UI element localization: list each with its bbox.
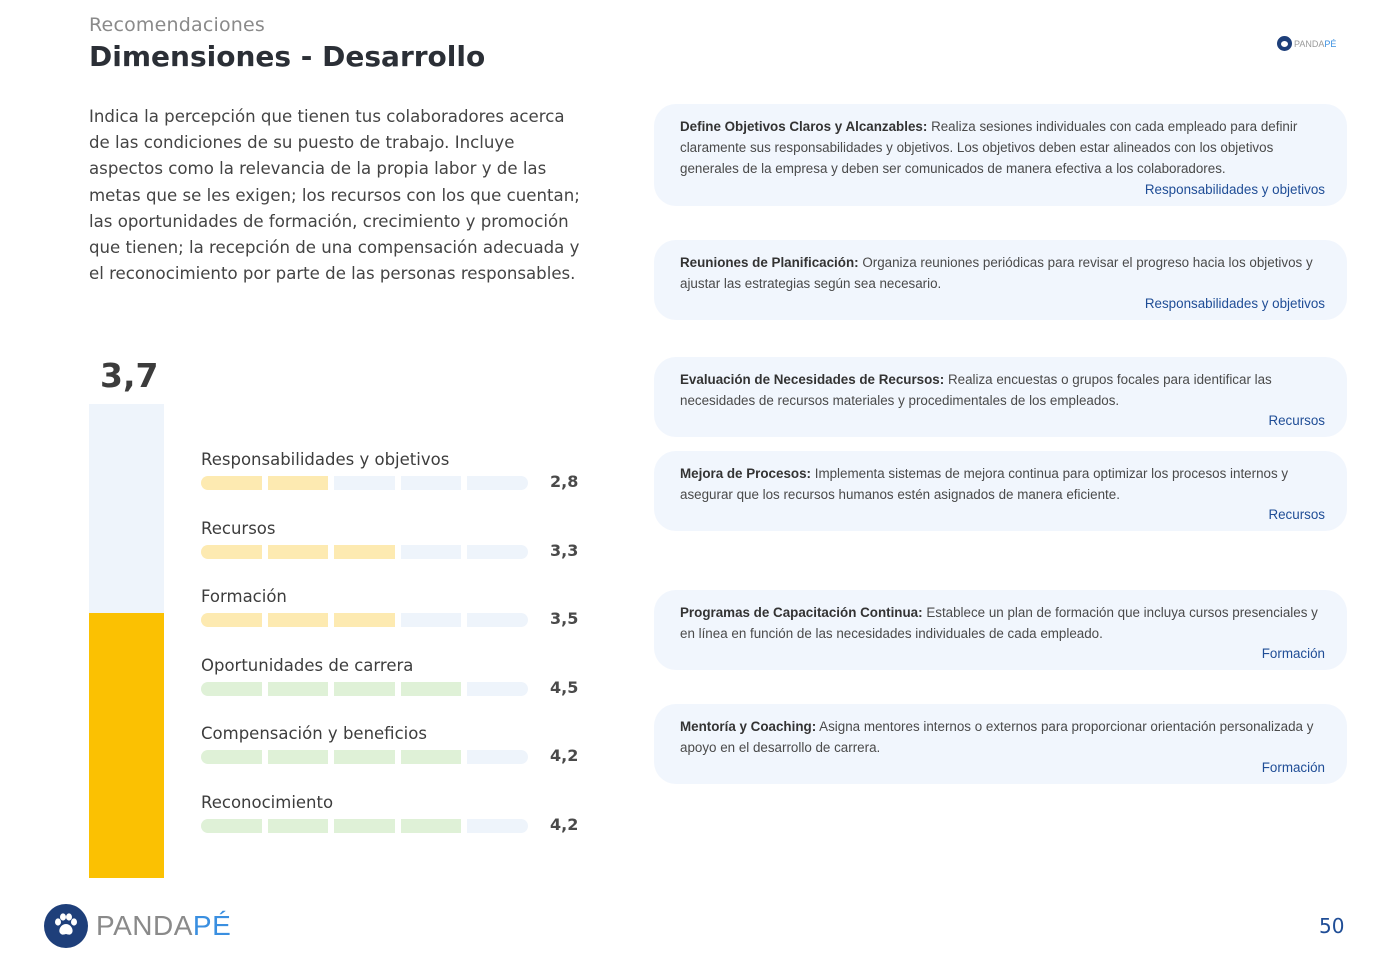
footer-logo: [44, 904, 231, 948]
recommendation-text: Programas de Capacitación Continua: Establece un plan de formación que incluya cursos presenciales y en línea en función de las necesidades individuales de cada empleado.: [680, 605, 1318, 642]
dimension-row: [201, 585, 591, 654]
recommendation-card: [654, 451, 1347, 531]
bar-segment-empty: [467, 750, 528, 764]
dimension-label: Recursos: [201, 518, 276, 538]
dimension-value: 4,5: [550, 677, 579, 697]
dimension-value: 4,2: [550, 746, 579, 766]
bar-segment-filled: [201, 682, 262, 696]
bar-segment-filled: [268, 476, 329, 490]
recommendation-tag[interactable]: Responsabilidades y objetivos: [1144, 181, 1325, 197]
bar-segment-empty: [467, 545, 528, 559]
bar-segment-empty: [401, 476, 462, 490]
page-number: 50: [1319, 914, 1345, 938]
dimension-label: Reconocimiento: [201, 792, 334, 812]
recommendation-tag[interactable]: Formación: [1261, 646, 1325, 662]
recommendation-text: Mejora de Procesos: Implementa sistemas de mejora continua para optimizar los procesos internos y asegurar que los recursos humanos estén asignados de manera eficiente.: [680, 466, 1289, 503]
bar-segment-empty: [467, 613, 528, 627]
bar-segment-filled: [268, 682, 329, 696]
recommendation-title: Programas de Capacitación Continua: [680, 605, 919, 620]
page-title: Dimensiones - Desarrollo: [89, 40, 486, 73]
recommendation-text: Evaluación de Necesidades de Recursos: Realiza encuestas o grupos focales para identificar las necesidades de recursos materiales y procedimentales de los empleados.: [680, 372, 1272, 409]
bar-segment-filled: [268, 819, 329, 833]
bar-segment-filled: [268, 545, 329, 559]
paw-icon: [44, 904, 88, 948]
brand-main: PANDA: [96, 910, 193, 941]
dimension-bars: [201, 448, 591, 860]
bar-segment-filled: [401, 819, 462, 833]
overall-score-fill: [89, 613, 164, 878]
recommendation-text: Reuniones de Planificación: Organiza reuniones periódicas para revisar el progreso hacia los objetivos y ajustar las estrategias según sea necesario.: [680, 255, 1313, 292]
bar-segment-filled: [201, 819, 262, 833]
paw-icon: [1277, 36, 1292, 51]
bar-segment-filled: [401, 682, 462, 696]
bar-segment-empty: [401, 545, 462, 559]
recommendation-body: Asigna mentores internos o externos para proporcionar orientación personalizada y apoyo en el desarrollo de carrera.: [680, 719, 1314, 756]
dimension-label: Responsabilidades y objetivos: [201, 450, 450, 469]
dimension-value: 3,3: [550, 540, 579, 560]
dimension-value: 2,8: [550, 472, 579, 491]
recommendation-body: Establece un plan de formación que incluya cursos presenciales y en línea en función de las necesidades individuales de cada empleado.: [680, 605, 1318, 642]
brand-accent: PÉ: [192, 910, 232, 941]
recommendation-tag[interactable]: Recursos: [1268, 413, 1325, 429]
dimension-row: [201, 448, 591, 517]
dimension-label: Formación: [201, 587, 287, 607]
bar-segment-filled: [268, 613, 329, 627]
bar-segment-filled: [334, 613, 395, 627]
recommendation-title: Define Objetivos Claros y Alcanzables: [680, 119, 923, 134]
recommendation-title: Mentoría y Coaching: [680, 719, 812, 734]
recommendation-card: [654, 590, 1347, 670]
dimension-label: Oportunidades de carrera: [201, 655, 414, 675]
dimension-row: [201, 654, 591, 723]
recommendation-body: Implementa sistemas de mejora continua para optimizar los procesos internos y asegurar que los recursos humanos estén asignados de manera eficiente.: [680, 466, 1289, 503]
dimension-row: [201, 791, 591, 860]
recommendation-tag[interactable]: Responsabilidades y objetivos: [1144, 296, 1325, 312]
bar-segment-filled: [201, 476, 262, 490]
dimension-track: [201, 613, 528, 627]
brand-accent: PÉ: [1324, 38, 1337, 49]
dimension-description: Indica la percepción que tienen tus colaboradores acerca de las condiciones de su puesto de trabajo. Incluye aspectos como la relevancia de la propia labor y de las metas que se les exigen; los recursos con los que cuentan; las oportunidades de formación, crecimiento y promoción que tienen; la recepción de una compensación adecuada y el reconocimiento por parte de las personas responsables.: [89, 107, 580, 284]
dimension-track: [201, 682, 528, 696]
bar-segment-empty: [467, 819, 528, 833]
dimension-track: [201, 819, 528, 833]
dimension-track: [201, 750, 528, 764]
recommendation-body: Organiza reuniones periódicas para revisar el progreso hacia los objetivos y ajustar las estrategias según sea necesario.: [680, 255, 1313, 292]
recommendation-card: [654, 240, 1347, 320]
recommendation-body: Realiza sesiones individuales con cada empleado para definir claramente sus responsabilidades y objetivos. Los objetivos deben estar alineados con los objetivos generales de la empresa y deben ser comunicados de manera efectiva a los colaboradores.: [680, 119, 1298, 177]
brand-wordmark: [1294, 39, 1336, 49]
page-subtitle: Recomendaciones: [89, 14, 266, 36]
bar-segment-empty: [401, 613, 462, 627]
recommendation-card: [654, 357, 1347, 437]
recommendation-text: Mentoría y Coaching: Asigna mentores internos o externos para proporcionar orientación personalizada y apoyo en el desarrollo de carrera.: [680, 719, 1314, 756]
overall-score: 3,7: [100, 356, 159, 395]
header-logo: [1277, 36, 1336, 51]
brand-main: PANDA: [1294, 38, 1325, 49]
recommendation-card: [654, 704, 1347, 784]
bar-segment-empty: [467, 476, 528, 490]
recommendation-body: Realiza encuestas o grupos focales para identificar las necesidades de recursos materiales y procedimentales de los empleados.: [680, 372, 1272, 409]
recommendation-text: Define Objetivos Claros y Alcanzables: Realiza sesiones individuales con cada empleado para definir claramente sus responsabilidades y objetivos. Los objetivos deben estar alineados con los objetivos generales de la empresa y deben ser comunicados de manera efectiva a los colaboradores.: [680, 119, 1298, 177]
bar-segment-filled: [401, 750, 462, 764]
dimension-track: [201, 476, 528, 490]
dimension-row: [201, 517, 591, 586]
dimension-row: [201, 722, 591, 791]
bar-segment-empty: [334, 476, 395, 490]
bar-segment-filled: [334, 545, 395, 559]
bar-segment-filled: [268, 750, 329, 764]
bar-segment-empty: [467, 682, 528, 696]
recommendation-title: Mejora de Procesos: [680, 466, 807, 481]
bar-segment-filled: [334, 682, 395, 696]
recommendation-tag[interactable]: Formación: [1261, 760, 1325, 776]
bar-segment-filled: [201, 613, 262, 627]
recommendation-title: Evaluación de Necesidades de Recursos: [680, 372, 940, 387]
dimension-track: [201, 545, 528, 559]
brand-wordmark: [96, 910, 231, 942]
recommendation-tag[interactable]: Recursos: [1268, 507, 1325, 523]
recommendation-card: [654, 104, 1347, 206]
bar-segment-filled: [334, 750, 395, 764]
bar-segment-filled: [201, 750, 262, 764]
recommendation-title: Reuniones de Planificación: [680, 255, 855, 270]
dimension-label: Compensación y beneficios: [201, 724, 427, 744]
overall-score-bar: [89, 404, 164, 878]
dimension-value: 4,2: [550, 814, 579, 834]
bar-segment-filled: [201, 545, 262, 559]
bar-segment-filled: [334, 819, 395, 833]
dimension-value: 3,5: [550, 609, 579, 629]
